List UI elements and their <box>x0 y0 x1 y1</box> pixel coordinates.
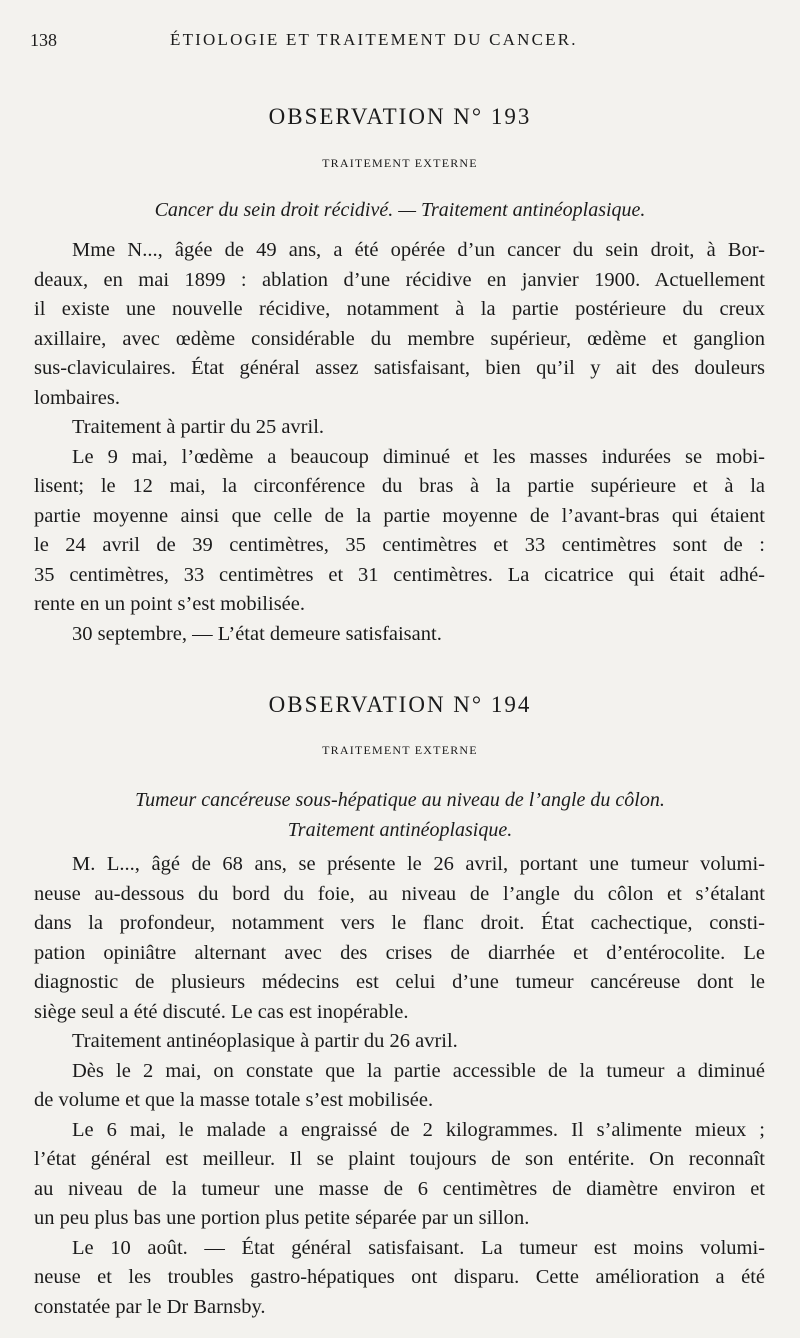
text-line: dans la profondeur, notamment vers le flanc droit. État cachectique, consti- <box>34 912 765 934</box>
text-line: lombaires. <box>34 386 120 409</box>
text-line: constatée par le Dr Barnsby. <box>34 1295 266 1318</box>
observation-193-heading: OBSERVATION N° 193 <box>268 104 532 129</box>
text-line: pation opiniâtre alternant avec des crises de diarrhée et d’entérocolite. Le <box>34 941 765 964</box>
observation-193-subheading: TRAITEMENT EXTERNE <box>322 156 478 170</box>
text-line: le 24 avril de 39 centimètres, 35 centimètres et 33 centimètres sont de : <box>34 534 765 556</box>
text-line: au niveau de la tumeur une masse de 6 centimètres de diamètre environ et <box>34 1177 765 1200</box>
text-line: 30 septembre, — L’état demeure satisfaisant. <box>72 622 442 645</box>
text-line: sus-claviculaires. État général assez satisfaisant, bien qu’il y ait des douleurs <box>34 357 765 379</box>
observation-194-body <box>34 850 765 1322</box>
text-line: l’état général est meilleur. Il se plaint toujours de son entérite. On reconnaît <box>34 1148 765 1170</box>
text-line: lisent; le 12 mai, la circonférence du bras à la partie supérieure et à la <box>34 475 765 497</box>
observation-193-diagnosis: Cancer du sein droit récidivé. — Traitement antinéoplasique. <box>154 199 646 221</box>
text-line: axillaire, avec œdème considérable du membre supérieur, œdème et ganglion <box>34 327 765 350</box>
page-number: 138 <box>30 30 57 50</box>
observation-194-diagnosis-line-2: Traitement antinéoplasique. <box>287 819 513 841</box>
text-line: il existe une nouvelle récidive, notamment à la partie postérieure du creux <box>34 298 765 320</box>
running-head <box>30 30 764 56</box>
observation-194-subheading: TRAITEMENT EXTERNE <box>322 743 478 757</box>
text-line: 35 centimètres, 33 centimètres et 31 centimètres. La cicatrice qui était adhé- <box>34 563 765 586</box>
text-line: un peu plus bas une portion plus petite séparée par un sillon. <box>34 1207 530 1229</box>
text-line: Le 10 août. — État général satisfaisant. La tumeur est moins volumi- <box>72 1236 765 1259</box>
text-line: neuse et les troubles gastro-hépatiques ont disparu. Cette amélioration a été <box>34 1266 765 1288</box>
text-line: neuse au-dessous du bord du foie, au niveau de l’angle du côlon et s’étalant <box>34 882 765 905</box>
text-line: deaux, en mai 1899 : ablation d’une récidive en janvier 1900. Actuellement <box>34 268 765 291</box>
running-title: ÉTIOLOGIE ET TRAITEMENT DU CANCER. <box>170 30 578 49</box>
text-line: siège seul a été discuté. Le cas est inopérable. <box>34 1000 409 1023</box>
observation-194-diagnosis-line-1: Tumeur cancéreuse sous-hépatique au niveau de l’angle du côlon. <box>135 789 665 811</box>
text-line: partie moyenne ainsi que celle de la partie moyenne de l’avant-bras qui étaient <box>34 504 765 527</box>
observation-194-heading: OBSERVATION N° 194 <box>268 692 532 717</box>
text-line: de volume et que la masse totale s’est mobilisée. <box>34 1089 434 1111</box>
text-line: rente en un point s’est mobilisée. <box>34 593 305 615</box>
text-line: M. L..., âgé de 68 ans, se présente le 26 avril, portant une tumeur volumi- <box>72 853 765 875</box>
text-line: Mme N..., âgée de 49 ans, a été opérée d’un cancer du sein droit, à Bor- <box>72 239 765 261</box>
text-line: diagnostic de plusieurs médecins est celui d’une tumeur cancéreuse dont le <box>34 971 765 993</box>
text-line: Traitement antinéoplasique à partir du 26 avril. <box>72 1030 458 1052</box>
text-line: Le 9 mai, l’œdème a beaucoup diminué et les masses indurées se mobi- <box>72 445 765 468</box>
text-line: Dès le 2 mai, on constate que la partie accessible de la tumeur a diminué <box>72 1059 765 1082</box>
text-line: Le 6 mai, le malade a engraissé de 2 kilogrammes. Il s’alimente mieux ; <box>72 1118 765 1141</box>
text-line: Traitement à partir du 25 avril. <box>72 416 325 438</box>
observation-193-body <box>34 236 765 649</box>
